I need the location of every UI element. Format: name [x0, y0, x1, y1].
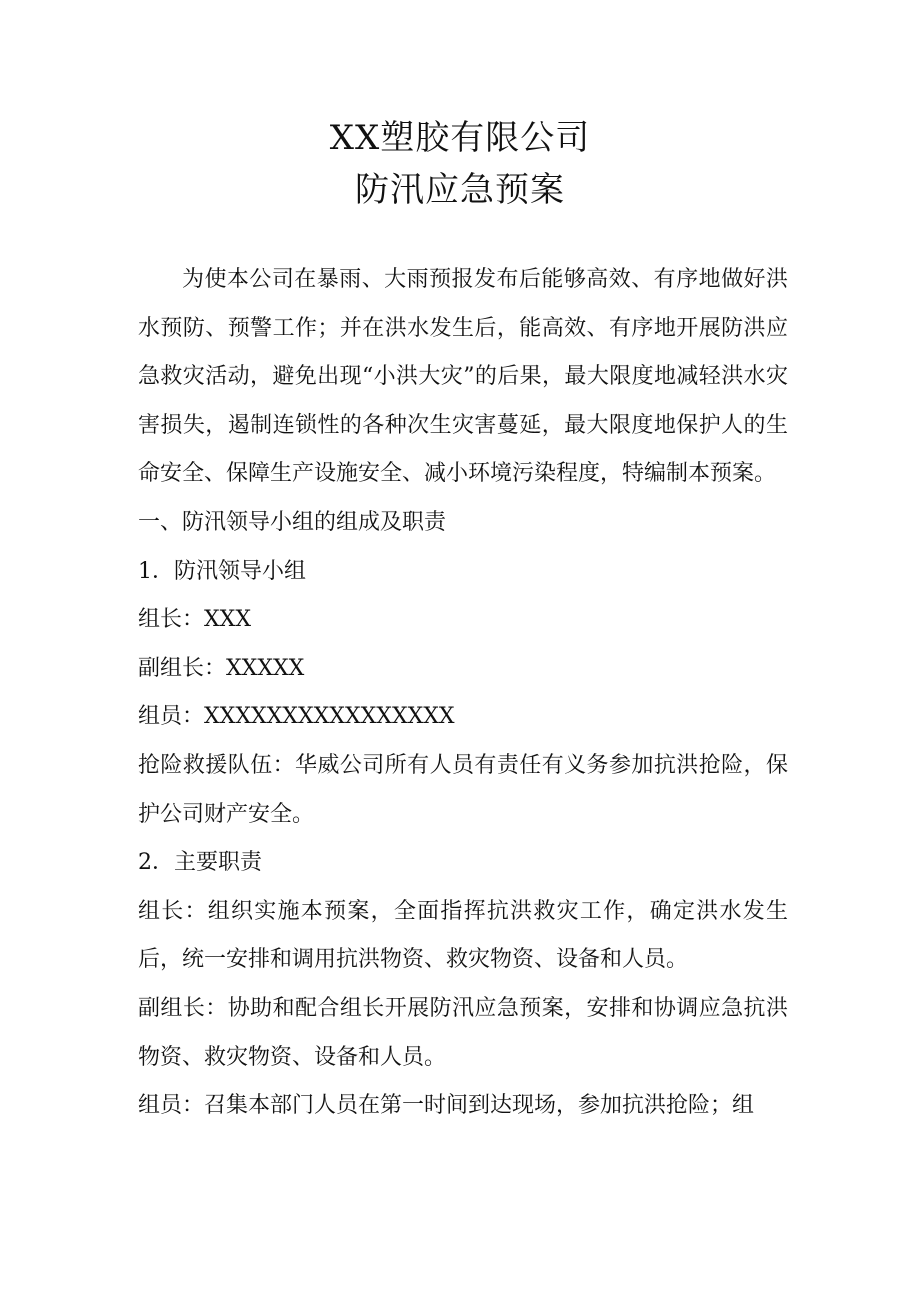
- leader-line: 组长：XXX: [138, 607, 251, 633]
- member-duty-paragraph: 组员：召集本部门人员在第一时间到达现场，参加抗洪抢险；组: [138, 1093, 755, 1119]
- deputy-leader-line: 副组长：XXXXX: [138, 655, 305, 681]
- document-body: [138, 256, 788, 1131]
- document-title: [0, 112, 920, 216]
- company-name-title: XX塑胶有限公司: [329, 118, 591, 158]
- subsection1-heading: 1．防汛领导小组: [138, 558, 306, 584]
- rescue-team-paragraph: 抢险救援队伍：华威公司所有人员有责任有义务参加抗洪抢险，保护公司财产安全。: [138, 752, 788, 827]
- leader-duty-paragraph: 组长：组织实施本预案，全面指挥抗洪救灾工作，确定洪水发生后，统一安排和调用抗洪物资、救灾物资、设备和人员。: [138, 898, 788, 973]
- subsection2-heading: 2．主要职责: [138, 850, 262, 876]
- plan-title: 防汛应急预案: [355, 170, 565, 210]
- intro-paragraph: 为使本公司在暴雨、大雨预报发布后能够高效、有序地做好洪水预防、预警工作；并在洪水发生后，能高效、有序地开展防洪应急救灾活动，避免出现“小洪大灾”的后果，最大限度地减轻洪水灾害损失，遏制连锁性的各种次生灾害蔓延，最大限度地保护人的生命安全、保障生产设施安全、减小环境污染程度，特编制本预案。: [138, 267, 788, 487]
- members-line: 组员：XXXXXXXXXXXXXXXX: [138, 704, 455, 730]
- section1-heading: 一、防汛领导小组的组成及职责: [138, 509, 447, 535]
- deputy-duty-paragraph: 副组长：协助和配合组长开展防汛应急预案，安排和协调应急抗洪物资、救灾物资、设备和人员。: [138, 995, 788, 1070]
